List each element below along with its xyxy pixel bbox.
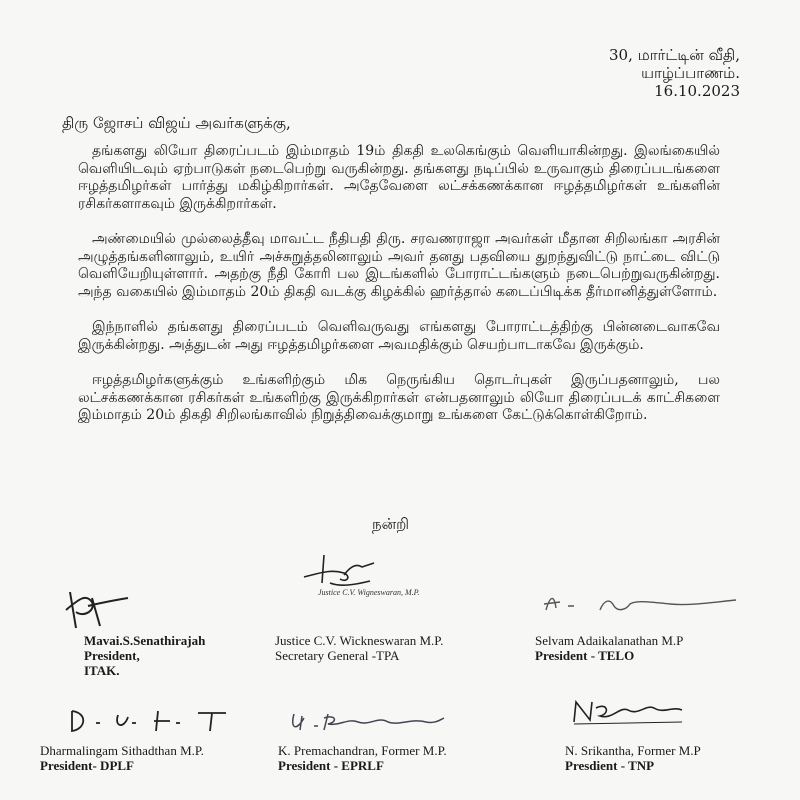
signatory-name: K. Premachandran, Former M.P.: [278, 743, 447, 758]
address-line-1: 30, மார்ட்டின் வீதி,: [609, 46, 740, 64]
sender-address: [609, 46, 740, 100]
closing-thanks: நன்றி: [372, 515, 410, 533]
signatory-title: President- DPLF: [40, 758, 134, 773]
signatory-premachandran: [278, 743, 447, 773]
signatory-name: Justice C.V. Wickneswaran M.P.: [275, 633, 444, 648]
signature-srikantha: [568, 698, 688, 726]
signatory-name: Dharmalingam Sithadthan M.P.: [40, 743, 204, 758]
signatory-name: Mavai.S.Senathirajah: [84, 633, 206, 648]
signatory-name: Selvam Adaikalanathan M.P: [535, 633, 684, 648]
signatory-srikantha: [565, 743, 701, 773]
paragraph-3: இந்நாளில் தங்களது திரைப்படம் வெளிவருவது எங்களது போராட்டத்திற்கு பின்னடைவாகவே இருக்கின்றது. அத்துடன் அது ஈழத்தமிழர்களை அவமதிக்கும் செயற்பாடாகவே இருக்கும்.: [78, 319, 720, 353]
signatory-title: President - EPRLF: [278, 758, 384, 773]
signature-sithadthan: [66, 707, 236, 735]
signature-wickneswaran: [300, 553, 390, 591]
signatory-title: President - TELO: [535, 648, 635, 663]
paragraph-4: ஈழத்தமிழர்களுக்கும் உங்களிற்கும் மிக நெருங்கிய தொடர்புகள் இருப்பதனாலும், பல லட்சக்கணக்கான ரசிகர்கள் உங்களிற்கு இருக்கிறார்கள் என்பதனாலும் லியோ திரைப்படக் காட்சிகளை இம்மாதம் 20ம் திகதி சிறிலங்காவில் நிறுத்திவைக்குமாறு உங்களை கேட்டுக்கொள்கிறோம்.: [78, 372, 720, 423]
address-line-2: யாழ்ப்பாணம்.: [641, 64, 740, 82]
letter-date: 16.10.2023: [654, 82, 740, 100]
signatory-wickneswaran: [275, 633, 443, 663]
signatory-adaikalanathan: [535, 633, 683, 663]
signatory-org: ITAK.: [84, 663, 120, 678]
signatory-name: N. Srikantha, Former M.P: [565, 743, 701, 758]
signature-caption-wickneswaran: Justice C.V. Wigneswaran, M.P.: [318, 588, 420, 597]
signatory-title: Presdient - TNP: [565, 758, 655, 773]
signatory-senathirajah: [84, 633, 205, 678]
letter-body: [78, 143, 720, 443]
signature-premachandran: [288, 708, 448, 736]
signatory-title: President,: [84, 648, 140, 663]
salutation: திரு ஜோசப் விஜய் அவர்களுக்கு,: [62, 114, 291, 132]
signatory-title: Secretary General -TPA: [275, 648, 400, 663]
paragraph-2: அண்மையில் முல்லைத்தீவு மாவட்ட நீதிபதி திரு. சரவணராஜா அவர்கள் மீதான சிறிலங்கா அரசின் அழுத்தங்களினாலும், உயிர் அச்சுறுத்தலினாலும் அவர் தனது பதவியை துறந்துவிட்டு நாட்டை விட்டு வெளியேறியுள்ளார். அதற்கு நீதி கோரி பல இடங்களில் போராட்டங்களும் நடைபெற்றுவருகின்றது. அந்த வகையில் இம்மாதம் 20ம் திகதி வடக்கு கிழக்கில் ஹர்த்தால் கடைப்பிடிக்க தீர்மானித்துள்ளோம்.: [78, 231, 720, 300]
signature-adaikalanathan: [540, 590, 740, 618]
signature-senathirajah: [62, 588, 132, 632]
paragraph-1: தங்களது லியோ திரைப்படம் இம்மாதம் 19ம் திகதி உலகெங்கும் வெளியாகின்றது. இலங்கையில் வெளியிடவும் ஏற்பாடுகள் நடைபெற்று வருகின்றது. தங்களது நடிப்பில் உருவாகும் திரைப்படங்களை ஈழத்தமிழர்கள் பார்த்து மகிழ்கிறார்கள். அதேவேளை லட்சக்கணக்கான ஈழத்தமிழர்கள் உங்களின் ரசிகர்களாகவும் இருக்கிறார்கள்.: [78, 143, 720, 212]
signatory-sithadthan: [40, 743, 204, 773]
